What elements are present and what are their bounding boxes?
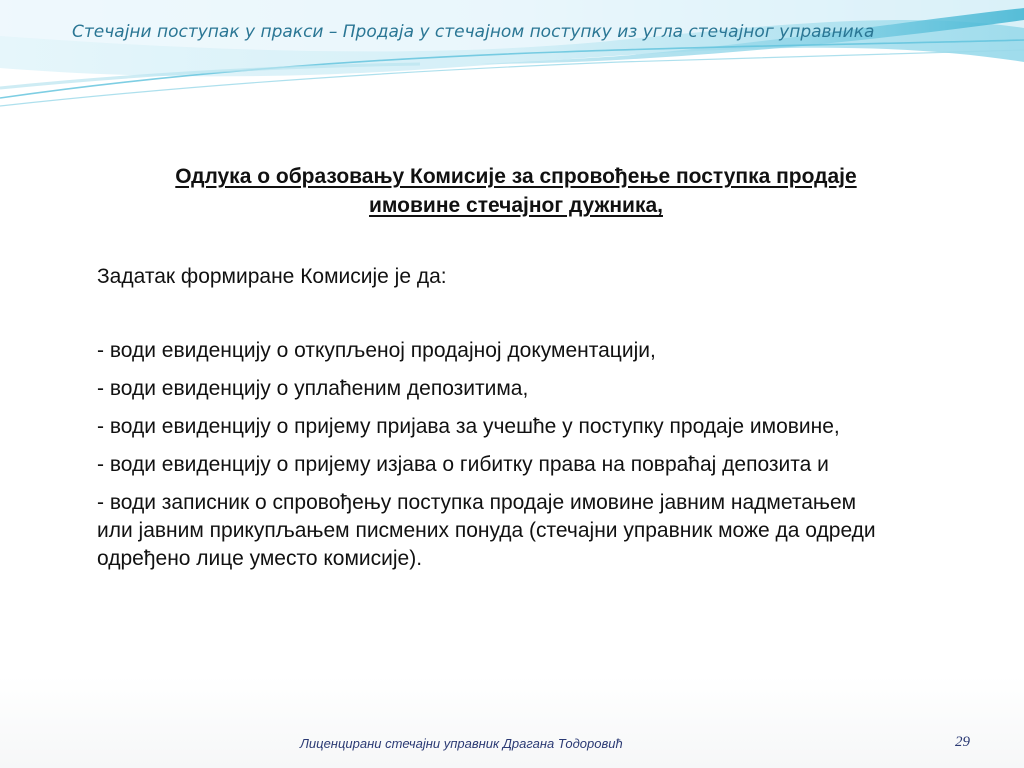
header-wave-decoration <box>0 0 1024 130</box>
footer-author: Лиценцирани стечајни управник Драгана Тодоровић <box>300 736 623 751</box>
list-item: - води евиденцију о пријему пријава за учешће у поступку продаје имовине, <box>97 415 840 438</box>
decision-heading-line1: Одлука о образовању Комисије за спровођење поступка продаје <box>175 165 857 188</box>
page-number: 29 <box>955 734 970 750</box>
slide-title: Стечајни поступак у пракси – Продаја у стечајном поступку из угла стечајног управника <box>72 22 875 42</box>
commission-task-intro: Задатак формиране Комисије је да: <box>97 265 447 288</box>
list-item: - води евиденцију о откупљеној продајној документацији, <box>97 339 656 362</box>
list-item: - води евиденцију о уплаћеним депозитима, <box>97 377 529 400</box>
task-list <box>97 337 897 573</box>
slide-content <box>97 162 947 583</box>
list-item: - води записник о спровођењу поступка продаје имовине јавним надметањем или јавним прикупљањем писмених понуда (стечајни управник може да одреди одређено лице уместо комисије). <box>97 491 876 570</box>
decision-heading-line2: имовине стечајног дужника, <box>369 194 663 217</box>
decision-heading <box>97 162 935 220</box>
list-item: - води евиденцију о пријему изјава о гибитку права на повраћај депозита и <box>97 453 829 476</box>
